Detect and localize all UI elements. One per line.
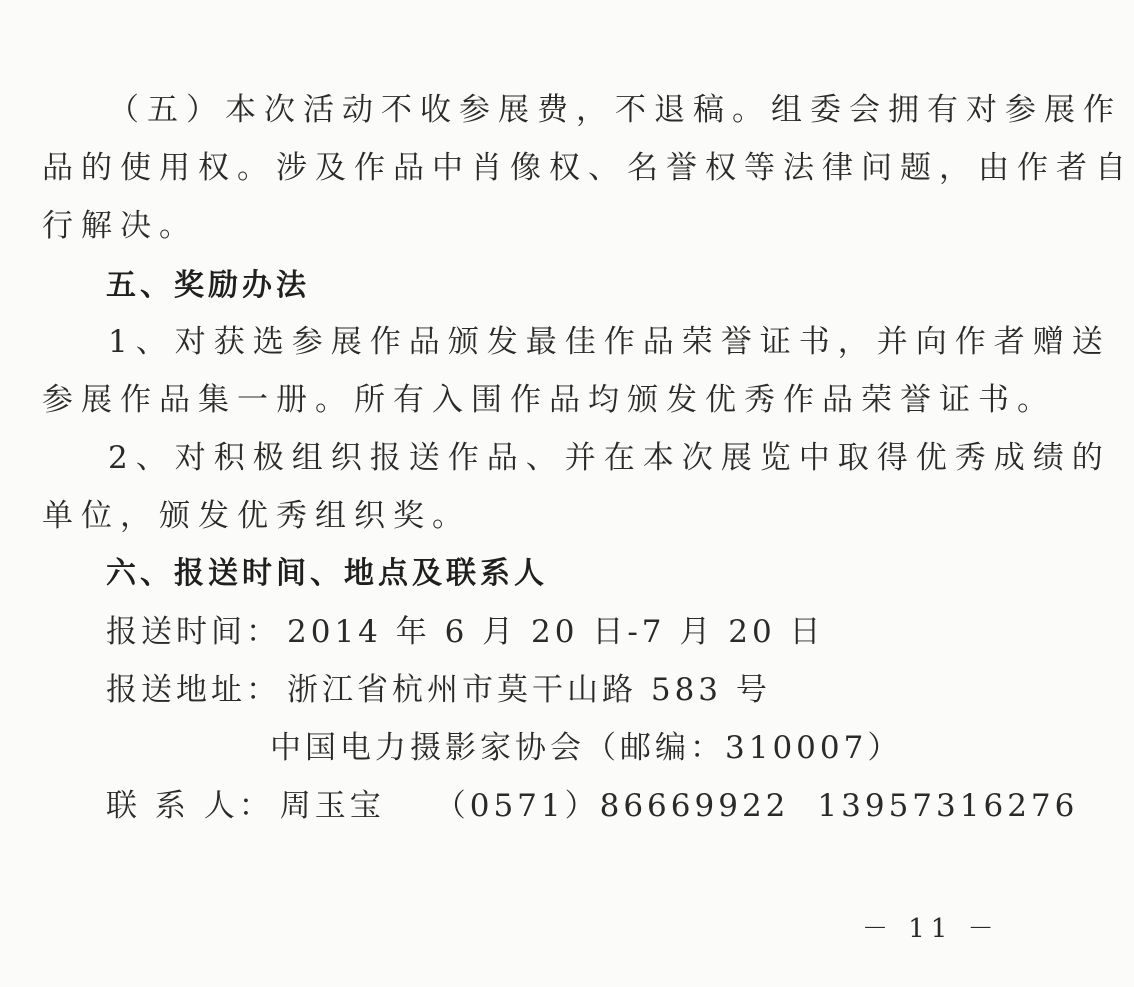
contact-name: 周玉宝	[279, 788, 385, 824]
paragraph-line: 参展作品集一册。所有入围作品均颁发优秀作品荣誉证书。	[42, 382, 1056, 418]
paragraph-line: 行解决。	[42, 208, 198, 244]
submission-address-line2: 中国电力摄影家协会（邮编：310007）	[270, 730, 903, 766]
paragraph-line: 单位，颁发优秀组织奖。	[42, 498, 471, 534]
submission-time-value: 2014 年 6 月 20 日-7 月 20 日	[287, 614, 825, 650]
paragraph-line: 品的使用权。涉及作品中肖像权、名誉权等法律问题，由作者自	[42, 150, 1134, 186]
paragraph-line: （五）本次活动不收参展费，不退稿。组委会拥有对参展作	[108, 92, 1122, 128]
contact-row	[106, 786, 1078, 826]
paragraph-line: 1、对获选参展作品颁发最佳作品荣誉证书，并向作者赠送	[108, 324, 1111, 360]
contact-phone: （0571）86669922	[434, 788, 790, 824]
submission-address-line1: 浙江省杭州市莫干山路 583 号	[287, 672, 771, 708]
section-heading-awards: 五、奖励办法	[106, 268, 310, 303]
page-number: － 11 －	[862, 914, 1000, 944]
contact-label: 联 系 人：	[106, 788, 274, 824]
submission-time-label: 报送时间：	[106, 614, 281, 650]
submission-address-row	[106, 670, 771, 710]
paragraph-line: 2、对积极组织报送作品、并在本次展览中取得优秀成绩的	[108, 440, 1111, 476]
submission-time-row	[106, 612, 825, 652]
submission-address-label: 报送地址：	[106, 672, 281, 708]
section-heading-submission: 六、报送时间、地点及联系人	[106, 556, 548, 591]
contact-mobile: 13957316276	[817, 788, 1079, 824]
